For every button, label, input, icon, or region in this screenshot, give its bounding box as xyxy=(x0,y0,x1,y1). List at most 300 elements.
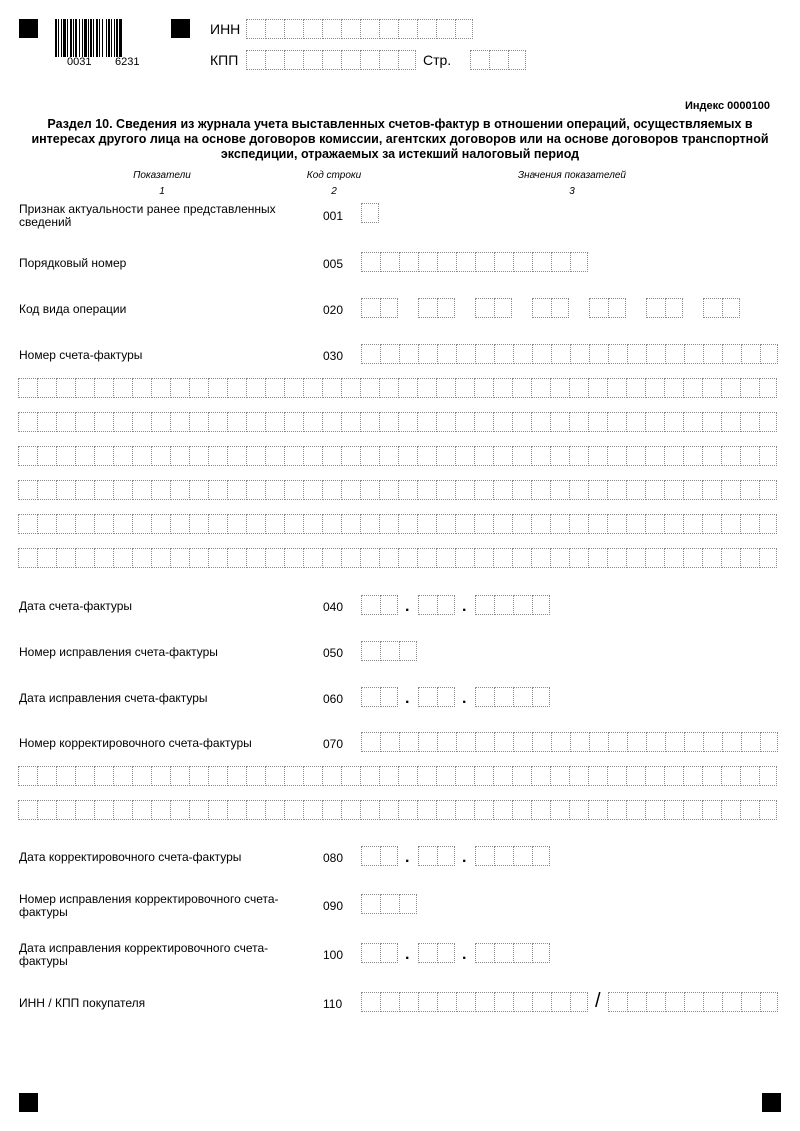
row-030-continuation-cell[interactable] xyxy=(189,480,207,500)
row-030-continuation-cell[interactable] xyxy=(626,548,644,568)
row-030-continuation-cell[interactable] xyxy=(417,412,435,432)
row-070-continuation-cell[interactable] xyxy=(740,800,758,820)
row-005-input-cell[interactable] xyxy=(361,252,379,272)
inn-input-cell[interactable] xyxy=(398,19,416,39)
row-030-continuation-cell[interactable] xyxy=(569,548,587,568)
row-030-continuation-cell[interactable] xyxy=(189,412,207,432)
row-030-continuation-cell[interactable] xyxy=(588,378,606,398)
row-060-month-cell[interactable] xyxy=(437,687,455,707)
row-030-continuation-cell[interactable] xyxy=(512,548,530,568)
row-030-continuation-cell[interactable] xyxy=(550,446,568,466)
row-030-continuation-cell[interactable] xyxy=(246,480,264,500)
row-110-kpp-cell[interactable] xyxy=(646,992,664,1012)
row-030-continuation-cell[interactable] xyxy=(37,548,55,568)
row-030-continuation-cell[interactable] xyxy=(227,378,245,398)
row-030-continuation-cell[interactable] xyxy=(588,446,606,466)
row-080-year-cell[interactable] xyxy=(513,846,531,866)
row-030-input-cell[interactable] xyxy=(627,344,645,364)
row-030-continuation-cell[interactable] xyxy=(493,412,511,432)
row-030-continuation-cell[interactable] xyxy=(18,514,36,534)
row-070-continuation-cell[interactable] xyxy=(417,800,435,820)
row-030-continuation-cell[interactable] xyxy=(246,412,264,432)
row-070-continuation-cell[interactable] xyxy=(436,800,454,820)
row-030-continuation-cell[interactable] xyxy=(170,548,188,568)
row-100-month-cell[interactable] xyxy=(418,943,436,963)
row-030-continuation-cell[interactable] xyxy=(360,514,378,534)
row-030-continuation-cell[interactable] xyxy=(75,446,93,466)
row-030-continuation-cell[interactable] xyxy=(303,412,321,432)
row-030-continuation-cell[interactable] xyxy=(94,446,112,466)
row-030-continuation-cell[interactable] xyxy=(721,548,739,568)
row-030-continuation-cell[interactable] xyxy=(683,548,701,568)
row-030-continuation-cell[interactable] xyxy=(341,514,359,534)
row-030-continuation-cell[interactable] xyxy=(151,480,169,500)
row-030-continuation-cell[interactable] xyxy=(550,412,568,432)
row-030-continuation-cell[interactable] xyxy=(18,378,36,398)
row-070-input-cell[interactable] xyxy=(741,732,759,752)
row-005-input-cell[interactable] xyxy=(437,252,455,272)
row-030-continuation-cell[interactable] xyxy=(455,446,473,466)
row-070-continuation-cell[interactable] xyxy=(18,800,36,820)
row-040-year-cell[interactable] xyxy=(532,595,550,615)
row-030-continuation-cell[interactable] xyxy=(398,548,416,568)
inn-input-cell[interactable] xyxy=(379,19,397,39)
row-070-continuation-cell[interactable] xyxy=(550,800,568,820)
row-030-continuation-cell[interactable] xyxy=(683,412,701,432)
row-030-continuation-cell[interactable] xyxy=(759,548,777,568)
row-030-continuation-cell[interactable] xyxy=(417,548,435,568)
inn-input-cell[interactable] xyxy=(341,19,359,39)
row-070-continuation-cell[interactable] xyxy=(417,766,435,786)
row-070-input-cell[interactable] xyxy=(399,732,417,752)
kpp-input-cell[interactable] xyxy=(322,50,340,70)
row-030-continuation-cell[interactable] xyxy=(265,412,283,432)
row-030-continuation-cell[interactable] xyxy=(512,480,530,500)
row-100-year-cell[interactable] xyxy=(513,943,531,963)
row-030-continuation-cell[interactable] xyxy=(189,446,207,466)
row-070-continuation-cell[interactable] xyxy=(265,800,283,820)
row-030-continuation-cell[interactable] xyxy=(75,514,93,534)
row-030-continuation-cell[interactable] xyxy=(189,548,207,568)
row-030-continuation-cell[interactable] xyxy=(37,412,55,432)
row-030-continuation-cell[interactable] xyxy=(189,378,207,398)
row-030-continuation-cell[interactable] xyxy=(436,548,454,568)
row-030-continuation-cell[interactable] xyxy=(227,514,245,534)
page-input-cell[interactable] xyxy=(489,50,507,70)
row-110-inn-cell[interactable] xyxy=(532,992,550,1012)
row-020-input-cell[interactable] xyxy=(608,298,626,318)
row-030-continuation-cell[interactable] xyxy=(284,480,302,500)
row-005-input-cell[interactable] xyxy=(513,252,531,272)
row-070-input-cell[interactable] xyxy=(684,732,702,752)
row-030-continuation-cell[interactable] xyxy=(645,378,663,398)
row-100-day-cell[interactable] xyxy=(380,943,398,963)
kpp-input-cell[interactable] xyxy=(360,50,378,70)
row-030-continuation-cell[interactable] xyxy=(626,446,644,466)
row-070-continuation-cell[interactable] xyxy=(189,800,207,820)
row-030-continuation-cell[interactable] xyxy=(702,378,720,398)
row-030-continuation-cell[interactable] xyxy=(455,378,473,398)
row-030-continuation-cell[interactable] xyxy=(436,412,454,432)
row-030-continuation-cell[interactable] xyxy=(607,514,625,534)
row-030-continuation-cell[interactable] xyxy=(151,548,169,568)
row-070-continuation-cell[interactable] xyxy=(512,766,530,786)
row-040-year-cell[interactable] xyxy=(494,595,512,615)
row-110-kpp-cell[interactable] xyxy=(684,992,702,1012)
row-030-continuation-cell[interactable] xyxy=(37,480,55,500)
row-030-continuation-cell[interactable] xyxy=(531,514,549,534)
row-030-continuation-cell[interactable] xyxy=(550,378,568,398)
row-070-continuation-cell[interactable] xyxy=(759,766,777,786)
row-030-continuation-cell[interactable] xyxy=(664,480,682,500)
row-005-input-cell[interactable] xyxy=(494,252,512,272)
row-080-month-cell[interactable] xyxy=(437,846,455,866)
row-030-input-cell[interactable] xyxy=(665,344,683,364)
kpp-input-cell[interactable] xyxy=(265,50,283,70)
row-110-kpp-cell[interactable] xyxy=(741,992,759,1012)
row-030-continuation-cell[interactable] xyxy=(721,412,739,432)
row-030-continuation-cell[interactable] xyxy=(455,548,473,568)
row-030-continuation-cell[interactable] xyxy=(360,412,378,432)
row-030-continuation-cell[interactable] xyxy=(94,548,112,568)
row-030-continuation-cell[interactable] xyxy=(607,446,625,466)
row-030-continuation-cell[interactable] xyxy=(265,514,283,534)
row-070-input-cell[interactable] xyxy=(570,732,588,752)
row-030-continuation-cell[interactable] xyxy=(56,514,74,534)
row-030-continuation-cell[interactable] xyxy=(322,514,340,534)
row-030-continuation-cell[interactable] xyxy=(284,378,302,398)
row-070-input-cell[interactable] xyxy=(760,732,778,752)
row-070-input-cell[interactable] xyxy=(665,732,683,752)
row-030-continuation-cell[interactable] xyxy=(303,480,321,500)
row-030-input-cell[interactable] xyxy=(456,344,474,364)
row-110-kpp-cell[interactable] xyxy=(608,992,626,1012)
row-030-continuation-cell[interactable] xyxy=(493,378,511,398)
row-020-input-cell[interactable] xyxy=(665,298,683,318)
row-030-continuation-cell[interactable] xyxy=(683,480,701,500)
row-110-inn-cell[interactable] xyxy=(513,992,531,1012)
row-030-continuation-cell[interactable] xyxy=(607,548,625,568)
row-030-input-cell[interactable] xyxy=(437,344,455,364)
row-060-year-cell[interactable] xyxy=(494,687,512,707)
row-030-continuation-cell[interactable] xyxy=(208,378,226,398)
row-030-continuation-cell[interactable] xyxy=(208,480,226,500)
row-030-continuation-cell[interactable] xyxy=(740,446,758,466)
row-030-continuation-cell[interactable] xyxy=(474,378,492,398)
row-070-continuation-cell[interactable] xyxy=(569,800,587,820)
row-070-continuation-cell[interactable] xyxy=(664,766,682,786)
row-070-continuation-cell[interactable] xyxy=(398,766,416,786)
row-070-continuation-cell[interactable] xyxy=(322,766,340,786)
row-030-continuation-cell[interactable] xyxy=(303,514,321,534)
row-030-continuation-cell[interactable] xyxy=(113,480,131,500)
row-040-year-cell[interactable] xyxy=(513,595,531,615)
row-030-continuation-cell[interactable] xyxy=(132,412,150,432)
row-030-continuation-cell[interactable] xyxy=(474,446,492,466)
row-020-input-cell[interactable] xyxy=(646,298,664,318)
row-030-continuation-cell[interactable] xyxy=(664,548,682,568)
row-030-continuation-cell[interactable] xyxy=(341,378,359,398)
row-030-continuation-cell[interactable] xyxy=(360,446,378,466)
row-030-continuation-cell[interactable] xyxy=(607,412,625,432)
row-030-continuation-cell[interactable] xyxy=(322,548,340,568)
row-070-continuation-cell[interactable] xyxy=(227,766,245,786)
row-070-continuation-cell[interactable] xyxy=(75,766,93,786)
row-030-continuation-cell[interactable] xyxy=(588,548,606,568)
row-030-input-cell[interactable] xyxy=(551,344,569,364)
row-070-continuation-cell[interactable] xyxy=(322,800,340,820)
row-030-continuation-cell[interactable] xyxy=(474,412,492,432)
row-060-day-cell[interactable] xyxy=(380,687,398,707)
row-070-continuation-cell[interactable] xyxy=(246,766,264,786)
row-070-input-cell[interactable] xyxy=(608,732,626,752)
row-030-continuation-cell[interactable] xyxy=(208,514,226,534)
row-070-continuation-cell[interactable] xyxy=(113,800,131,820)
row-030-continuation-cell[interactable] xyxy=(645,548,663,568)
row-030-continuation-cell[interactable] xyxy=(436,378,454,398)
row-030-continuation-cell[interactable] xyxy=(170,412,188,432)
row-030-continuation-cell[interactable] xyxy=(151,412,169,432)
row-110-inn-cell[interactable] xyxy=(399,992,417,1012)
row-030-continuation-cell[interactable] xyxy=(75,412,93,432)
row-030-continuation-cell[interactable] xyxy=(56,480,74,500)
row-030-continuation-cell[interactable] xyxy=(18,446,36,466)
row-110-kpp-cell[interactable] xyxy=(722,992,740,1012)
row-030-continuation-cell[interactable] xyxy=(531,446,549,466)
row-030-continuation-cell[interactable] xyxy=(683,378,701,398)
row-030-continuation-cell[interactable] xyxy=(664,514,682,534)
row-030-continuation-cell[interactable] xyxy=(360,378,378,398)
row-070-continuation-cell[interactable] xyxy=(94,766,112,786)
row-030-continuation-cell[interactable] xyxy=(94,480,112,500)
row-030-continuation-cell[interactable] xyxy=(113,446,131,466)
row-030-continuation-cell[interactable] xyxy=(588,480,606,500)
inn-input-cell[interactable] xyxy=(455,19,473,39)
kpp-input-cell[interactable] xyxy=(398,50,416,70)
row-030-continuation-cell[interactable] xyxy=(265,378,283,398)
row-030-input-cell[interactable] xyxy=(760,344,778,364)
row-030-input-cell[interactable] xyxy=(608,344,626,364)
row-030-input-cell[interactable] xyxy=(418,344,436,364)
row-110-kpp-cell[interactable] xyxy=(627,992,645,1012)
row-070-continuation-cell[interactable] xyxy=(645,766,663,786)
row-070-continuation-cell[interactable] xyxy=(303,766,321,786)
row-070-input-cell[interactable] xyxy=(627,732,645,752)
row-070-continuation-cell[interactable] xyxy=(132,800,150,820)
row-030-continuation-cell[interactable] xyxy=(18,548,36,568)
row-030-continuation-cell[interactable] xyxy=(759,514,777,534)
row-030-continuation-cell[interactable] xyxy=(683,446,701,466)
row-070-input-cell[interactable] xyxy=(437,732,455,752)
row-070-continuation-cell[interactable] xyxy=(398,800,416,820)
row-030-continuation-cell[interactable] xyxy=(322,412,340,432)
row-030-continuation-cell[interactable] xyxy=(588,514,606,534)
row-030-continuation-cell[interactable] xyxy=(170,446,188,466)
row-030-continuation-cell[interactable] xyxy=(360,480,378,500)
row-030-continuation-cell[interactable] xyxy=(132,480,150,500)
row-070-continuation-cell[interactable] xyxy=(208,800,226,820)
row-030-continuation-cell[interactable] xyxy=(379,412,397,432)
row-030-continuation-cell[interactable] xyxy=(702,514,720,534)
row-070-input-cell[interactable] xyxy=(589,732,607,752)
row-070-continuation-cell[interactable] xyxy=(683,800,701,820)
row-080-year-cell[interactable] xyxy=(494,846,512,866)
kpp-input-cell[interactable] xyxy=(246,50,264,70)
row-030-continuation-cell[interactable] xyxy=(360,548,378,568)
row-030-continuation-cell[interactable] xyxy=(759,378,777,398)
row-030-input-cell[interactable] xyxy=(494,344,512,364)
row-030-continuation-cell[interactable] xyxy=(474,480,492,500)
row-030-continuation-cell[interactable] xyxy=(455,480,473,500)
row-100-year-cell[interactable] xyxy=(532,943,550,963)
row-030-continuation-cell[interactable] xyxy=(474,514,492,534)
row-030-continuation-cell[interactable] xyxy=(436,514,454,534)
row-070-input-cell[interactable] xyxy=(722,732,740,752)
row-080-day-cell[interactable] xyxy=(380,846,398,866)
kpp-input-cell[interactable] xyxy=(284,50,302,70)
row-030-continuation-cell[interactable] xyxy=(246,548,264,568)
row-070-continuation-cell[interactable] xyxy=(75,800,93,820)
row-060-year-cell[interactable] xyxy=(475,687,493,707)
row-020-input-cell[interactable] xyxy=(551,298,569,318)
row-030-continuation-cell[interactable] xyxy=(702,446,720,466)
row-030-continuation-cell[interactable] xyxy=(569,446,587,466)
row-070-continuation-cell[interactable] xyxy=(56,766,74,786)
row-030-continuation-cell[interactable] xyxy=(645,514,663,534)
row-030-continuation-cell[interactable] xyxy=(417,378,435,398)
row-070-continuation-cell[interactable] xyxy=(531,800,549,820)
row-030-continuation-cell[interactable] xyxy=(645,480,663,500)
row-030-continuation-cell[interactable] xyxy=(341,412,359,432)
row-030-continuation-cell[interactable] xyxy=(398,514,416,534)
row-040-year-cell[interactable] xyxy=(475,595,493,615)
row-070-continuation-cell[interactable] xyxy=(607,800,625,820)
row-030-continuation-cell[interactable] xyxy=(626,514,644,534)
row-070-continuation-cell[interactable] xyxy=(607,766,625,786)
row-030-continuation-cell[interactable] xyxy=(132,548,150,568)
row-030-continuation-cell[interactable] xyxy=(341,480,359,500)
row-005-input-cell[interactable] xyxy=(532,252,550,272)
kpp-input-cell[interactable] xyxy=(303,50,321,70)
row-030-continuation-cell[interactable] xyxy=(94,412,112,432)
row-060-year-cell[interactable] xyxy=(532,687,550,707)
row-030-continuation-cell[interactable] xyxy=(284,548,302,568)
row-030-continuation-cell[interactable] xyxy=(227,412,245,432)
row-030-continuation-cell[interactable] xyxy=(493,446,511,466)
row-070-continuation-cell[interactable] xyxy=(303,800,321,820)
row-080-day-cell[interactable] xyxy=(361,846,379,866)
row-030-continuation-cell[interactable] xyxy=(113,548,131,568)
row-100-month-cell[interactable] xyxy=(437,943,455,963)
row-060-day-cell[interactable] xyxy=(361,687,379,707)
row-030-continuation-cell[interactable] xyxy=(56,412,74,432)
row-040-month-cell[interactable] xyxy=(437,595,455,615)
row-070-input-cell[interactable] xyxy=(646,732,664,752)
row-030-continuation-cell[interactable] xyxy=(398,412,416,432)
row-070-continuation-cell[interactable] xyxy=(740,766,758,786)
row-070-continuation-cell[interactable] xyxy=(645,800,663,820)
row-030-continuation-cell[interactable] xyxy=(721,480,739,500)
row-070-continuation-cell[interactable] xyxy=(436,766,454,786)
row-005-input-cell[interactable] xyxy=(475,252,493,272)
row-030-continuation-cell[interactable] xyxy=(645,446,663,466)
row-030-continuation-cell[interactable] xyxy=(56,378,74,398)
row-030-continuation-cell[interactable] xyxy=(569,378,587,398)
row-040-day-cell[interactable] xyxy=(361,595,379,615)
row-070-continuation-cell[interactable] xyxy=(113,766,131,786)
row-070-continuation-cell[interactable] xyxy=(455,766,473,786)
row-070-continuation-cell[interactable] xyxy=(455,800,473,820)
row-030-continuation-cell[interactable] xyxy=(151,446,169,466)
row-110-inn-cell[interactable] xyxy=(551,992,569,1012)
row-030-continuation-cell[interactable] xyxy=(379,514,397,534)
row-070-continuation-cell[interactable] xyxy=(664,800,682,820)
row-030-continuation-cell[interactable] xyxy=(436,480,454,500)
row-030-continuation-cell[interactable] xyxy=(132,446,150,466)
row-070-continuation-cell[interactable] xyxy=(132,766,150,786)
row-070-continuation-cell[interactable] xyxy=(56,800,74,820)
row-030-continuation-cell[interactable] xyxy=(569,514,587,534)
row-110-inn-cell[interactable] xyxy=(437,992,455,1012)
row-030-continuation-cell[interactable] xyxy=(740,514,758,534)
row-030-continuation-cell[interactable] xyxy=(607,480,625,500)
row-030-continuation-cell[interactable] xyxy=(417,446,435,466)
row-030-continuation-cell[interactable] xyxy=(151,514,169,534)
row-070-continuation-cell[interactable] xyxy=(189,766,207,786)
kpp-input-cell[interactable] xyxy=(379,50,397,70)
row-030-input-cell[interactable] xyxy=(380,344,398,364)
row-030-input-cell[interactable] xyxy=(589,344,607,364)
row-030-continuation-cell[interactable] xyxy=(132,378,150,398)
row-030-continuation-cell[interactable] xyxy=(94,514,112,534)
inn-input-cell[interactable] xyxy=(303,19,321,39)
row-030-continuation-cell[interactable] xyxy=(474,548,492,568)
row-110-kpp-cell[interactable] xyxy=(665,992,683,1012)
row-030-continuation-cell[interactable] xyxy=(664,446,682,466)
row-030-continuation-cell[interactable] xyxy=(379,548,397,568)
row-030-continuation-cell[interactable] xyxy=(740,480,758,500)
row-030-input-cell[interactable] xyxy=(646,344,664,364)
row-070-continuation-cell[interactable] xyxy=(170,800,188,820)
row-070-continuation-cell[interactable] xyxy=(550,766,568,786)
row-030-continuation-cell[interactable] xyxy=(493,548,511,568)
row-030-continuation-cell[interactable] xyxy=(18,480,36,500)
row-030-input-cell[interactable] xyxy=(570,344,588,364)
row-070-continuation-cell[interactable] xyxy=(18,766,36,786)
row-020-input-cell[interactable] xyxy=(437,298,455,318)
kpp-input-cell[interactable] xyxy=(341,50,359,70)
row-100-year-cell[interactable] xyxy=(475,943,493,963)
row-030-continuation-cell[interactable] xyxy=(208,548,226,568)
row-030-continuation-cell[interactable] xyxy=(227,548,245,568)
row-030-continuation-cell[interactable] xyxy=(265,480,283,500)
row-110-inn-cell[interactable] xyxy=(494,992,512,1012)
row-070-input-cell[interactable] xyxy=(380,732,398,752)
row-030-continuation-cell[interactable] xyxy=(37,378,55,398)
row-030-continuation-cell[interactable] xyxy=(227,480,245,500)
row-030-continuation-cell[interactable] xyxy=(417,514,435,534)
row-030-continuation-cell[interactable] xyxy=(113,378,131,398)
row-030-continuation-cell[interactable] xyxy=(265,446,283,466)
row-030-continuation-cell[interactable] xyxy=(246,514,264,534)
row-070-continuation-cell[interactable] xyxy=(721,766,739,786)
row-070-continuation-cell[interactable] xyxy=(588,766,606,786)
row-030-continuation-cell[interactable] xyxy=(398,378,416,398)
row-030-input-cell[interactable] xyxy=(361,344,379,364)
row-110-inn-cell[interactable] xyxy=(456,992,474,1012)
row-070-continuation-cell[interactable] xyxy=(170,766,188,786)
row-070-input-cell[interactable] xyxy=(494,732,512,752)
